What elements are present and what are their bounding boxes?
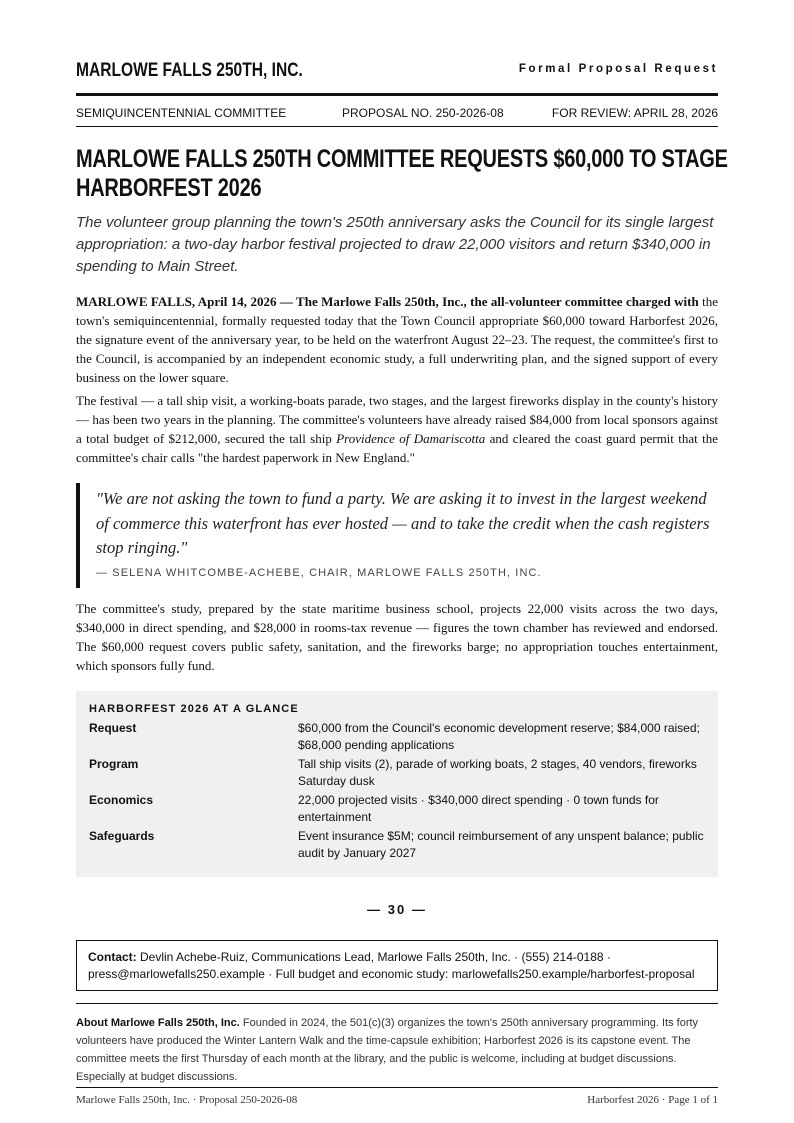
paragraph-2-after: and cleared the coast guard permit that the committee's chair calls "the hardest paperwork in New England."	[76, 431, 719, 465]
glance-label: Program	[89, 757, 139, 771]
contact-label: Contact:	[88, 950, 137, 964]
glance-label: Request	[89, 721, 137, 735]
glance-row	[89, 828, 705, 862]
organization-name: MARLOWE FALLS 250TH, INC.	[76, 60, 303, 81]
pull-quote	[76, 483, 718, 588]
meta-rule	[76, 126, 718, 127]
body-paragraph-1	[76, 292, 718, 387]
meta-row	[76, 106, 718, 122]
glance-row	[89, 720, 705, 754]
body-paragraph-2	[76, 391, 718, 467]
glance-row	[89, 756, 705, 790]
glance-title: HARBORFEST 2026 AT A GLANCE	[89, 703, 299, 715]
contact-details: Devlin Achebe-Ruiz, Communications Lead, Marlowe Falls 250th, Inc. · (555) 214-0188 · press@marlowefalls250.example · Full budget and economic study: marlowefalls250.example/harborfest-proposal	[88, 950, 695, 981]
headline	[76, 145, 728, 203]
glance-label: Safeguards	[89, 829, 155, 843]
document-type: Formal Proposal Request	[518, 63, 718, 75]
masthead-rule	[76, 93, 718, 96]
about-label: About Marlowe Falls 250th, Inc.	[76, 1017, 240, 1029]
paragraph-1-rest: the town's semiquincentennial, formally requested today that the Town Council appropriate $60,000 toward Harborfest 2026, the signature event of the anniversary year, to be held on the waterfront August 22–23. The request, the committee's first to the Council, is accompanied by an independent economic study, a full underwriting plan, and the signed support of every business on the lower square.	[76, 294, 718, 385]
contact-box	[76, 940, 718, 991]
page-footer	[76, 1094, 718, 1108]
quote-text: "We are not asking the town to fund a party. We are asking it to invest in the largest weekend of commerce this waterfront has ever hosted — and to take the credit when the cash registers stop ringing."	[96, 489, 710, 557]
dek-subheading: The volunteer group planning the town's 250th anniversary asks the Council for its single largest appropriation: a two-day harbor festival projected to draw 22,000 visitors and return $340,000 in spending to Main Street.	[76, 214, 714, 275]
masthead	[76, 58, 718, 84]
review-date: FOR REVIEW: APRIL 28, 2026	[551, 106, 718, 120]
glance-value: Event insurance $5M; council reimbursement of any unspent balance; public audit by January 2027	[298, 829, 704, 860]
glance-row	[89, 792, 705, 826]
footer-left: Marlowe Falls 250th, Inc. · Proposal 250-2026-08	[76, 1094, 298, 1106]
about-section	[76, 1014, 718, 1086]
about-text: Founded in 2024, the 501(c)(3) organizes the town's 250th anniversary programming. Its forty volunteers have produced the Winter Lantern Walk and the time-capsule exhibition; Harborfest 2026 is its capstone event. The committee meets the first Thursday of each month at the library, and the public is welcome, including at budget discussions. Especially at budget discussions.	[76, 1017, 699, 1083]
about-rule	[76, 1003, 718, 1004]
headline-line-2: HARBORFEST 2026	[76, 174, 262, 202]
glance-value: $60,000 from the Council's economic development reserve; $84,000 raised; $68,000 pending applications	[298, 721, 700, 752]
end-mark: — 30 —	[367, 902, 427, 917]
glance-value: 22,000 projected visits · $340,000 direct spending · 0 town funds for entertainment	[298, 793, 659, 824]
body-paragraph-3: The committee's study, prepared by the state maritime business school, projects 22,000 visits across the two days, $340,000 in direct spending, and $28,000 in rooms-tax revenue — figures the town chamber has reviewed and endorsed. The $60,000 request covers public safety, sanitation, and the fireworks barge; no appropriation touches entertainment, which sponsors fully fund.	[76, 601, 718, 673]
committee-label: SEMIQUINCENTENNIAL COMMITTEE	[76, 106, 287, 120]
paragraph-2-before: The festival — a tall ship visit, a working-boats parade, two stages, and the largest fireworks display in the county's history — has been two years in the planning. The committee's volunteers have already raised $84,000 from local sponsors against a total budget of $212,000, secured the tall ship	[76, 393, 718, 446]
ship-name: Providence of Damariscotta	[336, 431, 486, 446]
footer-rule	[76, 1087, 718, 1088]
headline-line-1: MARLOWE FALLS 250TH COMMITTEE REQUESTS $60,000 TO STAGE	[76, 145, 728, 173]
at-a-glance-box	[76, 691, 718, 877]
footer-right: Harborfest 2026 · Page 1 of 1	[587, 1094, 718, 1106]
glance-label: Economics	[89, 793, 154, 807]
proposal-number: PROPOSAL NO. 250-2026-08	[342, 106, 504, 120]
dateline-lead: MARLOWE FALLS, April 14, 2026 — The Marlowe Falls 250th, Inc., the all-volunteer committee charged with	[76, 294, 699, 309]
quote-attribution: — SELENA WHITCOMBE-ACHEBE, CHAIR, MARLOWE FALLS 250TH, INC.	[96, 566, 542, 579]
glance-value: Tall ship visits (2), parade of working boats, 2 stages, 40 vendors, fireworks Saturday dusk	[298, 757, 697, 788]
